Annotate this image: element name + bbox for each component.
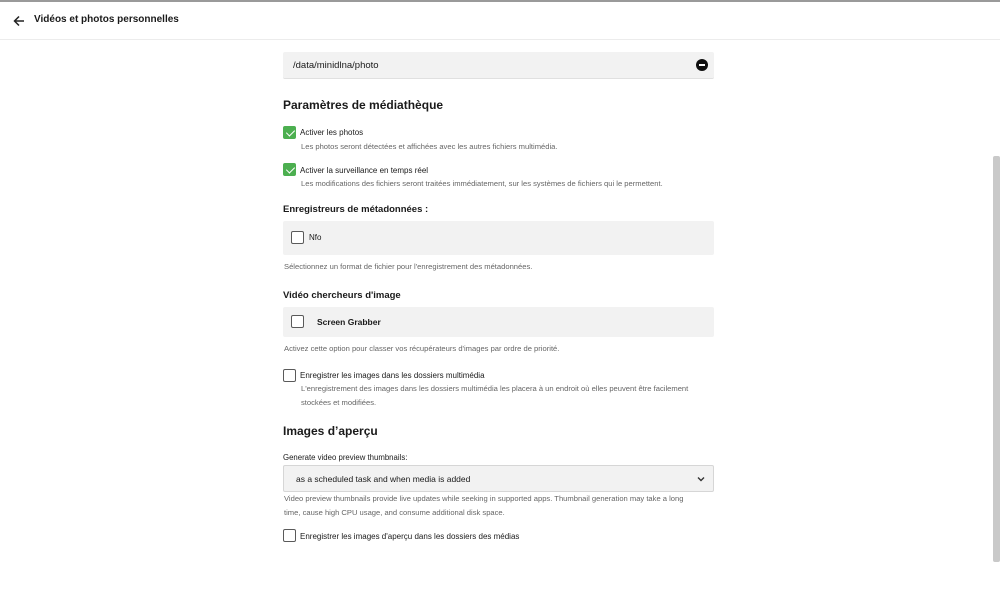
folder-path-item [283, 52, 714, 79]
image-fetchers-hint: Activez cette option pour classer vos récupérateurs d'images par ordre de priorité. [284, 344, 560, 353]
save-images-label: Enregistrer les images dans les dossiers multimédia [300, 371, 485, 380]
page-title: Vidéos et photos personnelles [34, 14, 179, 25]
screen-grabber-checkbox[interactable] [291, 315, 304, 328]
folder-path-text: /data/minidlna/photo [293, 60, 379, 71]
chevron-down-icon [697, 475, 705, 483]
preview-thumbnails-select[interactable] [283, 465, 714, 492]
screen-grabber-label: Screen Grabber [317, 317, 381, 327]
scrollbar-thumb[interactable] [993, 156, 1000, 562]
enable-photos-checkbox[interactable] [283, 126, 296, 139]
metadata-savers-title: Enregistreurs de métadonnées : [283, 204, 429, 215]
save-preview-images-label: Enregistrer les images d'aperçu dans les dossiers des médias [300, 532, 520, 541]
page-header [0, 2, 1000, 40]
preview-thumbnails-label: Generate video preview thumbnails: [283, 453, 408, 462]
metadata-savers-hint: Sélectionnez un format de fichier pour l'enregistrement des métadonnées. [284, 262, 533, 271]
preview-images-title: Images d’aperçu [283, 424, 378, 438]
minus-circle-icon[interactable] [696, 59, 708, 71]
back-button[interactable] [8, 10, 30, 32]
arrow-left-icon [13, 15, 25, 27]
preview-thumbnails-hint-2: time, cause high CPU usage, and consume additional disk space. [284, 508, 505, 517]
enable-photos-description: Les photos seront détectées et affichées avec les autres fichiers multimédia. [301, 142, 558, 151]
image-fetcher-item [283, 307, 714, 337]
realtime-monitoring-description: Les modifications des fichiers seront traitées immédiatement, sur les systèmes de fichiers qui le permettent. [301, 179, 663, 188]
preview-thumbnails-value: as a scheduled task and when media is added [296, 474, 471, 484]
image-fetchers-title: Vidéo chercheurs d'image [283, 290, 401, 301]
save-images-description-1: L'enregistrement des images dans les dossiers multimédia les placera à un endroit où elles peuvent être facilement [301, 384, 689, 393]
library-settings-title: Paramètres de médiathèque [283, 98, 444, 112]
metadata-saver-item [283, 221, 714, 255]
preview-thumbnails-hint-1: Video preview thumbnails provide live updates while seeking in supported apps. Thumbnail generation may take a long [284, 494, 684, 503]
enable-photos-label: Activer les photos [300, 128, 364, 137]
realtime-monitoring-label: Activer la surveillance en temps réel [300, 166, 429, 175]
save-preview-images-checkbox[interactable] [283, 529, 296, 542]
realtime-monitoring-checkbox[interactable] [283, 163, 296, 176]
save-images-description-2: stockées et modifiées. [301, 398, 377, 407]
nfo-checkbox[interactable] [291, 231, 304, 244]
nfo-label: Nfo [309, 233, 322, 242]
save-images-checkbox[interactable] [283, 369, 296, 382]
